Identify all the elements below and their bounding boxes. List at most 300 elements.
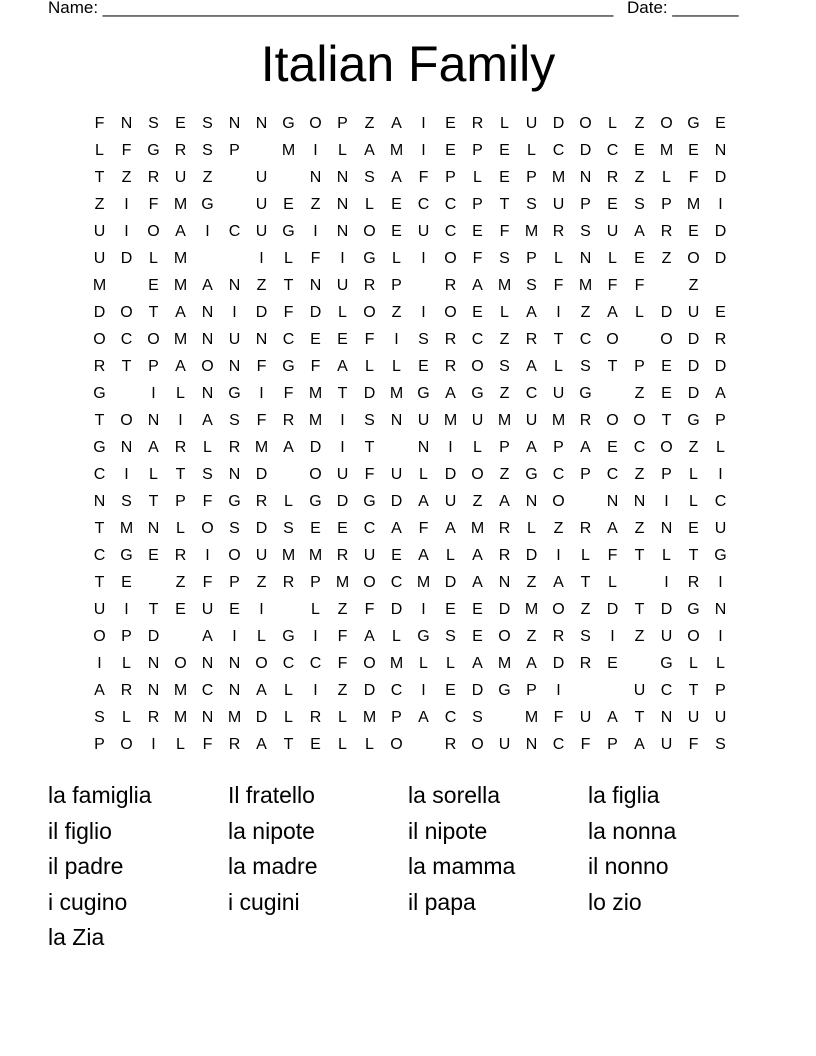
grid-letter: D xyxy=(660,601,673,618)
grid-letter: G xyxy=(282,115,295,132)
grid-letter: O xyxy=(93,331,106,348)
grid-letter: G xyxy=(471,385,484,402)
grid-letter: R xyxy=(336,547,349,564)
grid-letter: T xyxy=(661,412,672,429)
grid-letter: D xyxy=(147,628,160,645)
grid-letter: N xyxy=(228,655,241,672)
grid-letter: F xyxy=(364,466,375,483)
grid-letter: C xyxy=(552,466,565,483)
grid-letter: U xyxy=(687,304,700,321)
grid-letter: C xyxy=(282,655,295,672)
grid-letter: E xyxy=(688,223,699,240)
grid-letter: N xyxy=(525,493,538,510)
grid-letter: S xyxy=(148,115,159,132)
grid-letter: I xyxy=(97,655,102,672)
grid-letter xyxy=(599,384,626,411)
grid-letter: G xyxy=(147,142,160,159)
grid-letter xyxy=(599,681,626,708)
grid-letter: P xyxy=(715,682,726,699)
grid-letter: T xyxy=(364,439,375,456)
grid-letter: N xyxy=(390,412,403,429)
grid-letter: R xyxy=(444,358,457,375)
grid-letter: S xyxy=(364,412,375,429)
grid-letter: L xyxy=(365,358,374,375)
grid-letter: O xyxy=(633,412,646,429)
grid-letter xyxy=(626,654,653,681)
grid-letter xyxy=(572,492,599,519)
grid-letter: N xyxy=(660,709,673,726)
grid-letter: N xyxy=(147,655,160,672)
grid-letter: M xyxy=(659,142,674,159)
grid-letter: U xyxy=(228,331,241,348)
grid-letter: R xyxy=(174,439,187,456)
grid-letter: U xyxy=(255,223,268,240)
grid-letter: U xyxy=(714,709,727,726)
grid-letter: U xyxy=(552,385,565,402)
grid-letter: A xyxy=(256,736,267,753)
grid-letter: P xyxy=(337,115,348,132)
grid-letter: R xyxy=(147,709,160,726)
grid-letter: Z xyxy=(634,385,645,402)
grid-letter: L xyxy=(203,439,212,456)
grid-letter: D xyxy=(444,466,457,483)
grid-letter: G xyxy=(714,547,727,564)
grid-letter: N xyxy=(201,709,214,726)
grid-letter: S xyxy=(229,412,240,429)
grid-letter: G xyxy=(282,358,295,375)
grid-letter: M xyxy=(173,250,188,267)
grid-letter: Z xyxy=(661,250,672,267)
grid-letter: A xyxy=(607,709,618,726)
grid-letter: Z xyxy=(634,169,645,186)
grid-letter: L xyxy=(419,655,428,672)
grid-letter: Z xyxy=(337,601,348,618)
grid-letter: O xyxy=(147,223,160,240)
grid-letter: G xyxy=(417,385,430,402)
grid-letter: N xyxy=(147,520,160,537)
grid-letter: Z xyxy=(391,304,402,321)
grid-letter: L xyxy=(284,709,293,726)
grid-letter: U xyxy=(93,601,106,618)
grid-row xyxy=(86,573,734,600)
grid-letter: P xyxy=(580,466,591,483)
grid-letter: N xyxy=(255,331,268,348)
grid-letter: G xyxy=(93,439,106,456)
grid-letter: M xyxy=(443,412,458,429)
grid-letter: M xyxy=(227,709,242,726)
grid-letter: A xyxy=(418,709,429,726)
grid-letter: M xyxy=(254,439,269,456)
grid-letter xyxy=(653,276,680,303)
grid-letter: M xyxy=(551,412,566,429)
grid-letter: L xyxy=(608,115,617,132)
grid-letter: C xyxy=(444,223,457,240)
grid-letter: P xyxy=(526,682,537,699)
grid-letter: N xyxy=(579,250,592,267)
grid-letter: A xyxy=(337,358,348,375)
grid-letter: O xyxy=(390,736,403,753)
grid-letter: A xyxy=(634,736,645,753)
grid-letter: L xyxy=(365,196,374,213)
grid-letter: S xyxy=(202,142,213,159)
grid-letter: R xyxy=(444,277,457,294)
grid-letter xyxy=(491,708,518,735)
grid-letter: O xyxy=(444,250,457,267)
grid-letter: I xyxy=(394,331,399,348)
grid-letter: U xyxy=(660,628,673,645)
grid-letter xyxy=(221,249,248,276)
grid-letter: R xyxy=(579,655,592,672)
grid-letter: O xyxy=(687,250,700,267)
grid-letter: T xyxy=(688,547,699,564)
grid-letter: L xyxy=(338,709,347,726)
grid-letter: F xyxy=(310,250,321,267)
grid-letter: F xyxy=(418,520,429,537)
grid-letter: P xyxy=(121,628,132,645)
word-search-grid xyxy=(86,114,734,762)
grid-letter: M xyxy=(389,142,404,159)
grid-letter: N xyxy=(228,682,241,699)
grid-letter: O xyxy=(201,520,214,537)
grid-row xyxy=(86,303,734,330)
grid-letter: P xyxy=(499,439,510,456)
grid-letter: O xyxy=(687,628,700,645)
grid-letter: L xyxy=(95,142,104,159)
grid-letter: E xyxy=(175,115,186,132)
grid-letter: F xyxy=(607,277,618,294)
grid-letter: T xyxy=(121,358,132,375)
grid-letter: R xyxy=(525,331,538,348)
grid-letter: Z xyxy=(175,574,186,591)
grid-letter: E xyxy=(175,601,186,618)
grid-letter: L xyxy=(284,682,293,699)
grid-letter: O xyxy=(579,115,592,132)
grid-letter: E xyxy=(607,439,618,456)
grid-letter: M xyxy=(524,709,539,726)
word-bank xyxy=(48,780,768,958)
grid-letter: F xyxy=(688,169,699,186)
grid-letter: D xyxy=(255,466,268,483)
grid-letter: S xyxy=(94,709,105,726)
date-field-label: Date: _______ xyxy=(627,0,739,17)
grid-letter: A xyxy=(364,142,375,159)
grid-letter: E xyxy=(688,520,699,537)
grid-letter: C xyxy=(606,142,619,159)
grid-letter: A xyxy=(526,439,537,456)
grid-letter: T xyxy=(580,574,591,591)
grid-letter: E xyxy=(121,574,132,591)
grid-letter: R xyxy=(444,331,457,348)
grid-row xyxy=(86,708,734,735)
grid-row xyxy=(86,546,734,573)
grid-letter: C xyxy=(93,547,106,564)
grid-letter: L xyxy=(284,493,293,510)
grid-letter: C xyxy=(93,466,106,483)
grid-letter: D xyxy=(714,223,727,240)
grid-letter xyxy=(572,681,599,708)
grid-letter: Z xyxy=(526,574,537,591)
grid-letter: P xyxy=(229,142,240,159)
grid-letter: Z xyxy=(634,466,645,483)
grid-letter: M xyxy=(497,655,512,672)
grid-letter: U xyxy=(471,412,484,429)
grid-letter: L xyxy=(257,628,266,645)
grid-letter xyxy=(113,276,140,303)
grid-letter: M xyxy=(173,277,188,294)
grid-letter: Z xyxy=(580,601,591,618)
grid-letter: A xyxy=(202,628,213,645)
grid-letter: I xyxy=(259,250,264,267)
grid-letter: I xyxy=(259,385,264,402)
grid-letter: L xyxy=(500,304,509,321)
grid-letter: A xyxy=(526,304,537,321)
word-bank-item: la sorella xyxy=(408,782,501,808)
grid-letter: R xyxy=(282,412,295,429)
grid-letter: C xyxy=(309,655,322,672)
grid-letter: A xyxy=(715,385,726,402)
grid-letter xyxy=(140,573,167,600)
grid-letter: Z xyxy=(688,439,699,456)
grid-letter: L xyxy=(122,709,131,726)
grid-letter: L xyxy=(446,547,455,564)
grid-letter: N xyxy=(201,331,214,348)
grid-row xyxy=(86,249,734,276)
grid-letter: E xyxy=(391,196,402,213)
grid-letter: M xyxy=(416,574,431,591)
grid-letter: F xyxy=(121,142,132,159)
grid-letter: R xyxy=(228,439,241,456)
grid-letter: L xyxy=(716,655,725,672)
grid-letter: S xyxy=(580,358,591,375)
grid-letter: I xyxy=(421,250,426,267)
grid-letter: M xyxy=(308,412,323,429)
grid-letter: C xyxy=(444,196,457,213)
grid-letter: L xyxy=(689,466,698,483)
word-bank-item: la Zia xyxy=(48,924,105,950)
grid-letter: P xyxy=(661,196,672,213)
grid-letter: L xyxy=(716,439,725,456)
grid-letter: F xyxy=(283,385,294,402)
word-bank-item: lo zio xyxy=(588,888,642,915)
grid-letter: L xyxy=(608,574,617,591)
grid-letter: F xyxy=(607,547,618,564)
grid-letter: O xyxy=(201,358,214,375)
grid-letter: T xyxy=(634,547,645,564)
grid-row xyxy=(86,357,734,384)
grid-letter: I xyxy=(556,682,561,699)
grid-letter: F xyxy=(283,304,294,321)
grid-letter: M xyxy=(686,196,701,213)
grid-letter: T xyxy=(337,385,348,402)
grid-letter xyxy=(221,168,248,195)
grid-letter: I xyxy=(718,574,723,591)
grid-letter: R xyxy=(255,493,268,510)
grid-letter: A xyxy=(472,655,483,672)
grid-letter: P xyxy=(580,196,591,213)
grid-letter: T xyxy=(148,601,159,618)
grid-letter: T xyxy=(175,466,186,483)
grid-letter: N xyxy=(147,412,160,429)
grid-letter: U xyxy=(660,736,673,753)
grid-letter: U xyxy=(417,223,430,240)
grid-letter: F xyxy=(553,277,564,294)
grid-letter: D xyxy=(606,601,619,618)
grid-letter: R xyxy=(363,277,376,294)
grid-letter: C xyxy=(552,142,565,159)
grid-letter: P xyxy=(553,439,564,456)
grid-letter: M xyxy=(362,709,377,726)
grid-letter: A xyxy=(472,277,483,294)
grid-letter: R xyxy=(498,547,511,564)
grid-letter: M xyxy=(389,655,404,672)
grid-letter: C xyxy=(363,520,376,537)
grid-row xyxy=(86,681,734,708)
grid-letter: G xyxy=(309,493,322,510)
grid-letter: F xyxy=(310,358,321,375)
grid-letter: O xyxy=(471,358,484,375)
grid-letter: Z xyxy=(634,115,645,132)
grid-letter: A xyxy=(364,628,375,645)
grid-letter xyxy=(626,573,653,600)
grid-letter: D xyxy=(687,331,700,348)
grid-letter: I xyxy=(313,223,318,240)
grid-letter: L xyxy=(473,439,482,456)
grid-letter: U xyxy=(174,169,187,186)
grid-letter: E xyxy=(661,385,672,402)
word-bank-item: la mamma xyxy=(408,853,516,879)
grid-letter xyxy=(410,735,437,762)
grid-letter: L xyxy=(554,358,563,375)
grid-letter: N xyxy=(606,493,619,510)
grid-letter: E xyxy=(148,547,159,564)
grid-letter: G xyxy=(660,655,673,672)
grid-letter: P xyxy=(391,709,402,726)
grid-letter: F xyxy=(499,223,510,240)
grid-letter: F xyxy=(202,736,213,753)
grid-letter: Z xyxy=(121,169,132,186)
grid-letter: R xyxy=(120,682,133,699)
grid-letter: I xyxy=(421,142,426,159)
grid-letter: I xyxy=(664,574,669,591)
grid-letter: Z xyxy=(634,628,645,645)
grid-letter: I xyxy=(718,628,723,645)
grid-letter: C xyxy=(471,331,484,348)
grid-letter: O xyxy=(606,331,619,348)
grid-letter: L xyxy=(176,520,185,537)
grid-letter: A xyxy=(445,385,456,402)
grid-letter: T xyxy=(283,736,294,753)
grid-letter: S xyxy=(121,493,132,510)
grid-letter: N xyxy=(201,385,214,402)
grid-letter: A xyxy=(445,520,456,537)
grid-letter: Z xyxy=(526,628,537,645)
grid-letter: N xyxy=(228,358,241,375)
grid-letter: O xyxy=(660,439,673,456)
grid-letter: O xyxy=(120,304,133,321)
grid-letter: D xyxy=(363,682,376,699)
grid-letter: C xyxy=(120,331,133,348)
grid-letter: T xyxy=(553,331,564,348)
grid-letter: E xyxy=(499,169,510,186)
grid-letter: E xyxy=(472,223,483,240)
grid-letter: M xyxy=(308,385,323,402)
word-bank-item: il nonno xyxy=(588,853,669,879)
grid-letter: U xyxy=(498,736,511,753)
grid-letter: R xyxy=(93,358,106,375)
grid-letter: D xyxy=(255,520,268,537)
grid-letter: A xyxy=(526,358,537,375)
grid-letter: G xyxy=(687,601,700,618)
grid-letter: Z xyxy=(499,385,510,402)
grid-letter: A xyxy=(472,574,483,591)
grid-letter: D xyxy=(444,574,457,591)
grid-letter: C xyxy=(390,574,403,591)
grid-letter: E xyxy=(283,196,294,213)
grid-letter xyxy=(221,195,248,222)
grid-letter: N xyxy=(525,736,538,753)
grid-letter: I xyxy=(124,466,129,483)
grid-letter: A xyxy=(391,115,402,132)
grid-letter: I xyxy=(313,628,318,645)
grid-row xyxy=(86,141,734,168)
grid-letter: L xyxy=(608,250,617,267)
grid-letter: L xyxy=(689,655,698,672)
grid-letter: C xyxy=(417,196,430,213)
grid-letter: N xyxy=(228,466,241,483)
grid-letter: D xyxy=(552,115,565,132)
grid-letter: G xyxy=(228,493,241,510)
grid-letter: G xyxy=(363,250,376,267)
grid-letter: G xyxy=(201,196,214,213)
grid-letter: U xyxy=(552,196,565,213)
grid-letter: D xyxy=(255,304,268,321)
grid-letter: F xyxy=(202,574,213,591)
grid-letter xyxy=(275,168,302,195)
grid-letter: R xyxy=(606,169,619,186)
grid-letter: N xyxy=(579,169,592,186)
grid-letter: M xyxy=(497,412,512,429)
word-bank-item: il papa xyxy=(408,888,476,915)
grid-letter: N xyxy=(633,493,646,510)
grid-letter: U xyxy=(417,412,430,429)
grid-letter: N xyxy=(120,115,133,132)
grid-letter: E xyxy=(445,115,456,132)
word-bank-item: il nipote xyxy=(408,817,488,844)
grid-letter: I xyxy=(151,385,156,402)
grid-row xyxy=(86,519,734,546)
grid-letter: S xyxy=(634,196,645,213)
grid-row xyxy=(86,114,734,141)
grid-letter: G xyxy=(498,682,511,699)
grid-letter: I xyxy=(556,547,561,564)
grid-letter: S xyxy=(580,628,591,645)
grid-letter: U xyxy=(201,601,214,618)
grid-letter: U xyxy=(255,169,268,186)
grid-letter xyxy=(275,465,302,492)
grid-letter: G xyxy=(282,628,295,645)
grid-letter: A xyxy=(256,682,267,699)
grid-letter: Z xyxy=(337,682,348,699)
grid-letter: E xyxy=(634,142,645,159)
grid-letter: N xyxy=(93,493,106,510)
grid-letter: U xyxy=(444,493,457,510)
grid-letter: P xyxy=(715,412,726,429)
grid-letter: Z xyxy=(553,520,564,537)
grid-letter: R xyxy=(714,331,727,348)
word-bank-item: la nipote xyxy=(228,817,315,844)
grid-letter: C xyxy=(552,736,565,753)
grid-letter: D xyxy=(309,439,322,456)
